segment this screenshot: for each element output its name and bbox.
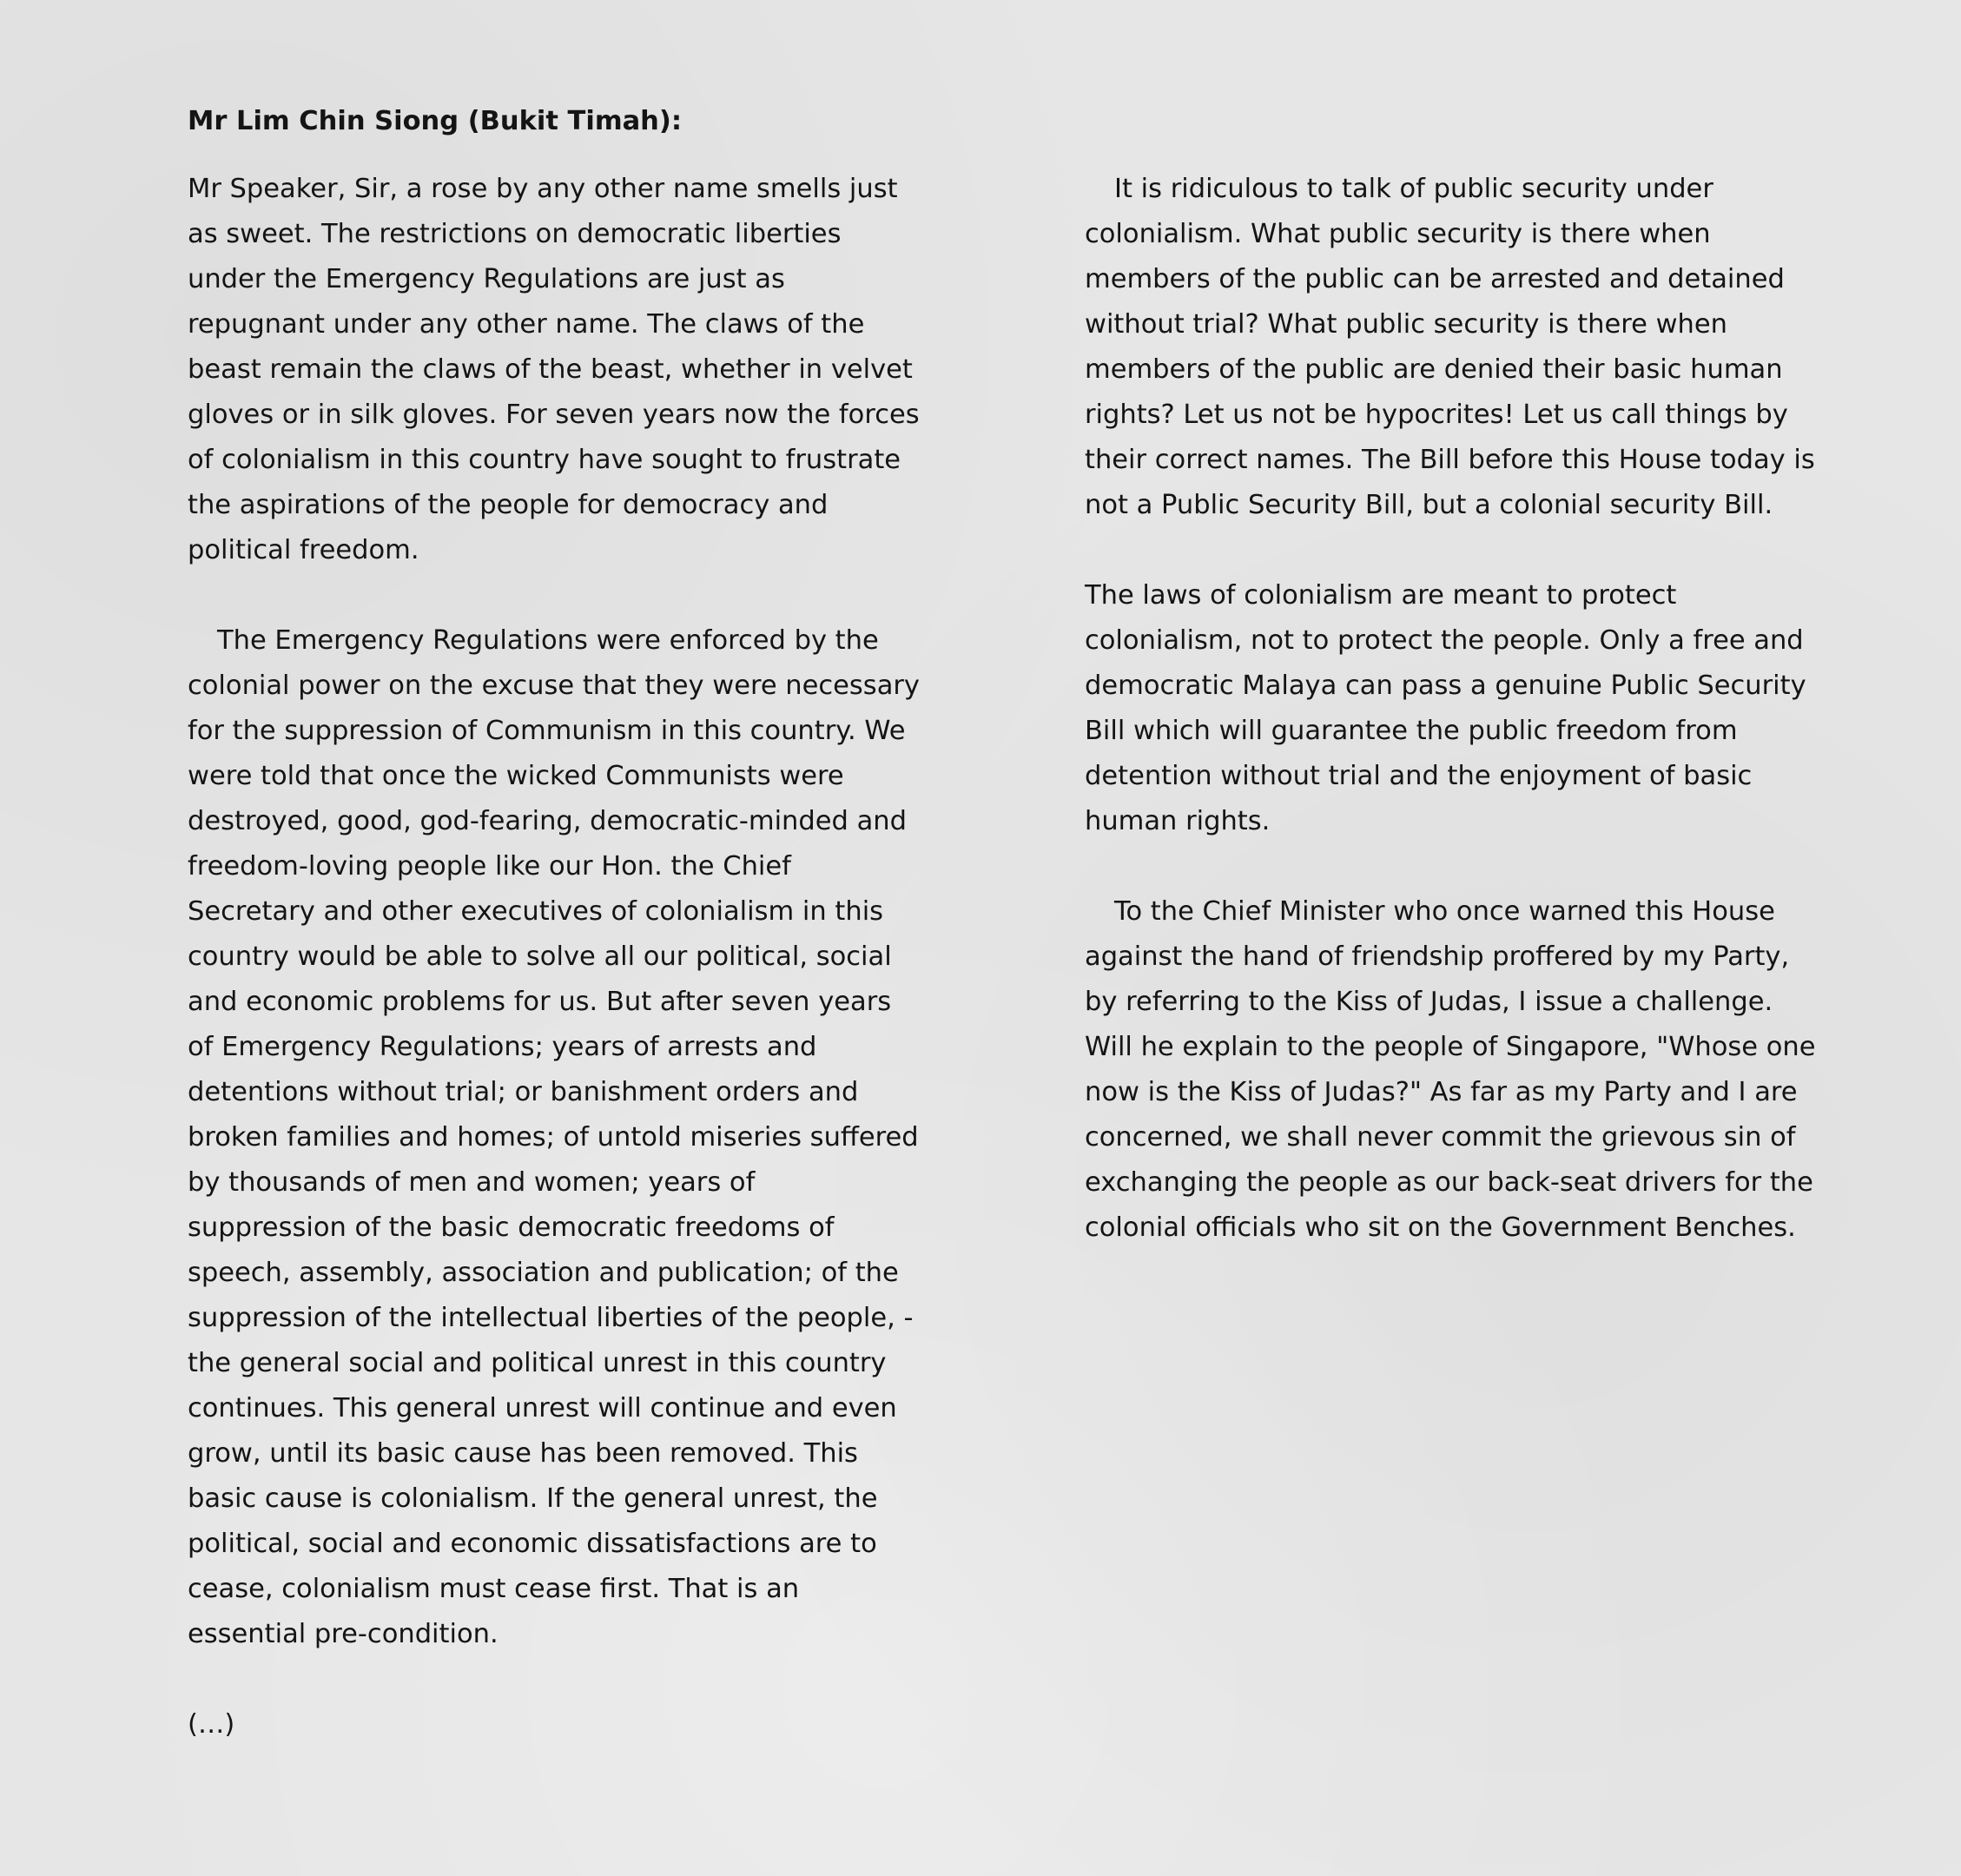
left-column: [188, 167, 921, 1747]
speaker-heading: Mr Lim Chin Siong (Bukit Timah):: [188, 106, 683, 136]
paragraph: To the Chief Minister who once warned this House against the hand of friendship proffered by my Party, by referring to the Kiss of Judas, I issue a challenge. Will he explain to the people of Singapore, "Whose one now is the Kiss of Judas?" As far as my Party and I are concerned, we shall never commit the grievous sin of exchanging the people as our back-seat drivers for the colonial officials who sit on the Government Benches.: [1085, 896, 1816, 1243]
ellipsis-marker: (…): [188, 1709, 235, 1740]
right-column: [1085, 167, 1818, 1296]
paragraph: The Emergency Regulations were enforced by the colonial power on the excuse that they were necessary for the suppression of Communism in this country. We were told that once the wicked Communists were destroyed, good, god-fearing, democratic-minded and freedom-loving people like our Hon. the Chief Secretary and other executives of colonialism in this country would be able to solve all our political, social and economic problems for us. But after seven years of Emergency Regulations; years of arrests and detentions without trial; or banishment orders and broken families and homes; of untold miseries suffered by thousands of men and women; years of suppression of the basic democratic freedoms of speech, assembly, association and publication; of the suppression of the intellectual liberties of the people, - the general social and political unrest in this country continues. This general unrest will continue and even grow, until its basic cause has been removed. This basic cause is colonialism. If the general unrest, the political, social and economic dissatisfactions are to cease, colonialism must cease first. That is an essential pre-condition.: [188, 625, 920, 1649]
paragraph: It is ridiculous to talk of public security under colonialism. What public security is there when members of the public can be arrested and detained without trial? What public security is there when members of the public are denied their basic human rights? Let us not be hypocrites! Let us call things by their correct names. The Bill before this House today is not a Public Security Bill, but a colonial security Bill.: [1085, 174, 1815, 520]
paragraph: The laws of colonialism are meant to protect colonialism, not to protect the people. Only a free and democratic Malaya can pass a genuine Public Security Bill which will guarantee the public freedom from detention without trial and the enjoyment of basic human rights.: [1085, 580, 1806, 836]
paragraph: Mr Speaker, Sir, a rose by any other name smells just as sweet. The restrictions on democratic liberties under the Emergency Regulations are just as repugnant under any other name. The claws of the beast remain the claws of the beast, whether in velvet gloves or in silk gloves. For seven years now the forces of colonialism in this country have sought to frustrate the aspirations of the people for democracy and political freedom.: [188, 174, 920, 565]
